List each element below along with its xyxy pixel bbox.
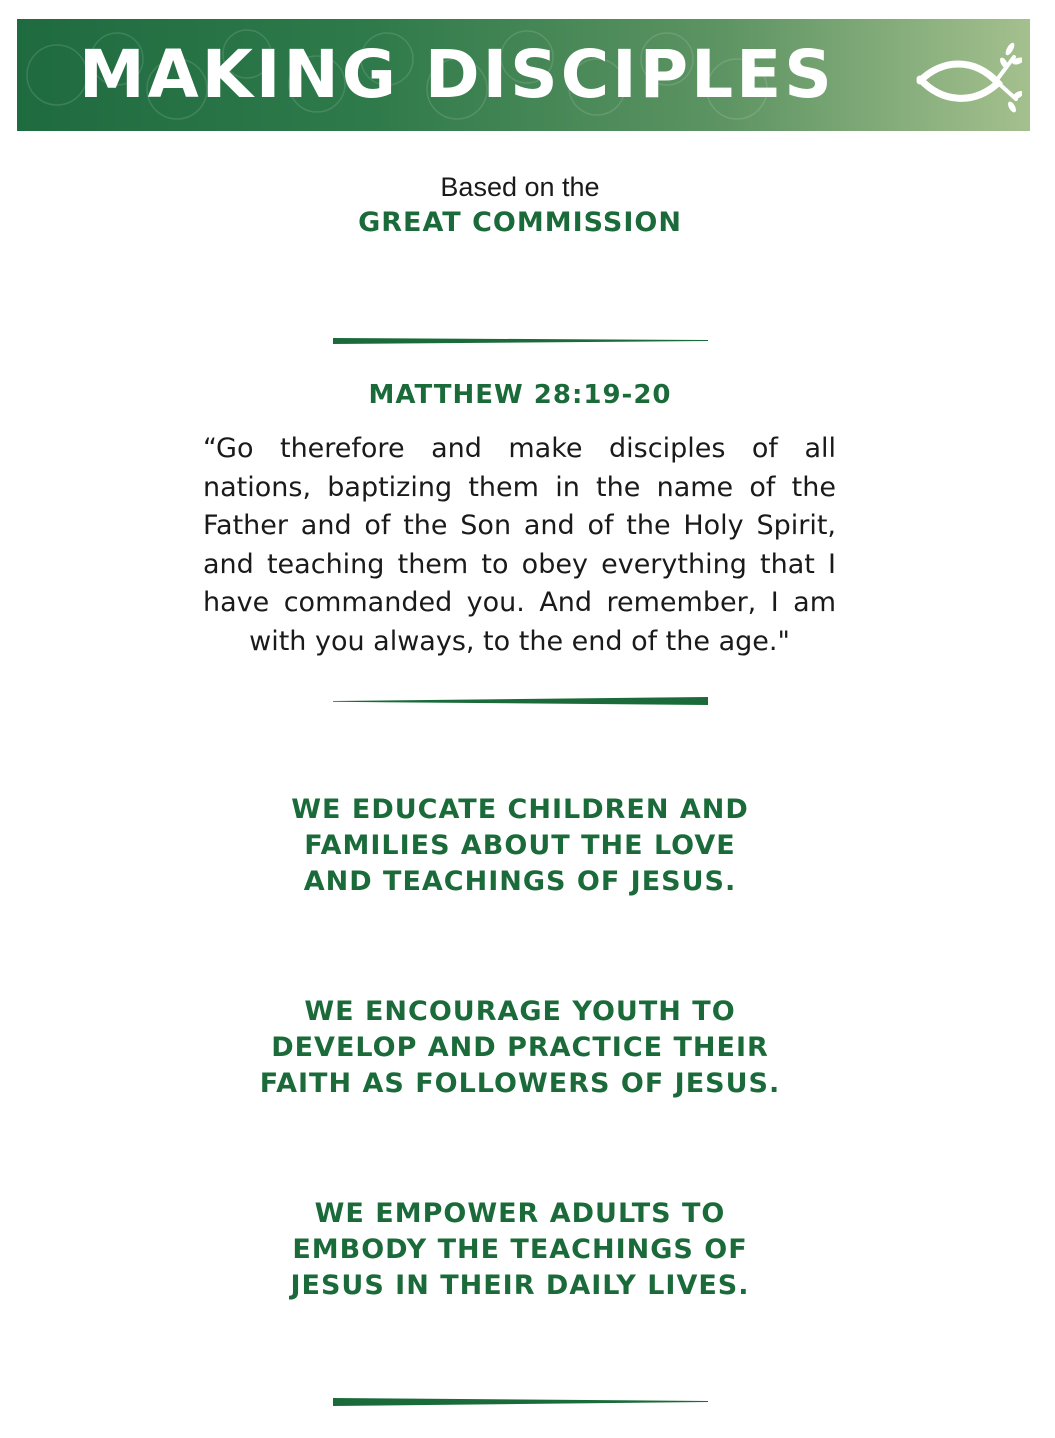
statement-line: WE ENCOURAGE YOUTH TO — [304, 996, 736, 1027]
divider — [333, 1398, 708, 1404]
divider — [333, 338, 708, 344]
mission-statement-adults — [0, 1196, 1040, 1304]
scripture-reference: MATTHEW 28:19-20 — [368, 380, 672, 410]
statement-line: WE EDUCATE CHILDREN AND — [291, 794, 749, 825]
divider — [333, 697, 708, 703]
mission-statement-youth — [0, 994, 1040, 1102]
page-title: MAKING DISCIPLES — [79, 36, 835, 113]
statement-line: EMBODY THE TEACHINGS OF — [292, 1234, 748, 1265]
statement-line: JESUS IN THEIR DAILY LIVES. — [290, 1270, 750, 1301]
statement-line: FAITH AS FOLLOWERS OF JESUS. — [259, 1068, 781, 1099]
scripture-text: “Go therefore and make disciples of all nations, baptizing them in the name of the Father and of the Son and of the Holy Spirit, and teaching them to obey everything that I have commanded you. And remember, I am with you always, to the end of the age." — [203, 433, 836, 657]
ichthys-fish-icon — [912, 39, 1022, 119]
mission-statement-children — [0, 792, 1040, 900]
great-commission-heading: GREAT COMMISSION — [358, 207, 682, 238]
statement-line: DEVELOP AND PRACTICE THEIR — [271, 1032, 769, 1063]
statement-line: FAMILIES ABOUT THE LOVE — [304, 830, 736, 861]
intro-line: Based on the — [440, 172, 600, 202]
statement-line: WE EMPOWER ADULTS TO — [314, 1198, 726, 1229]
header-banner — [17, 19, 1030, 131]
statement-line: AND TEACHINGS OF JESUS. — [303, 866, 737, 897]
